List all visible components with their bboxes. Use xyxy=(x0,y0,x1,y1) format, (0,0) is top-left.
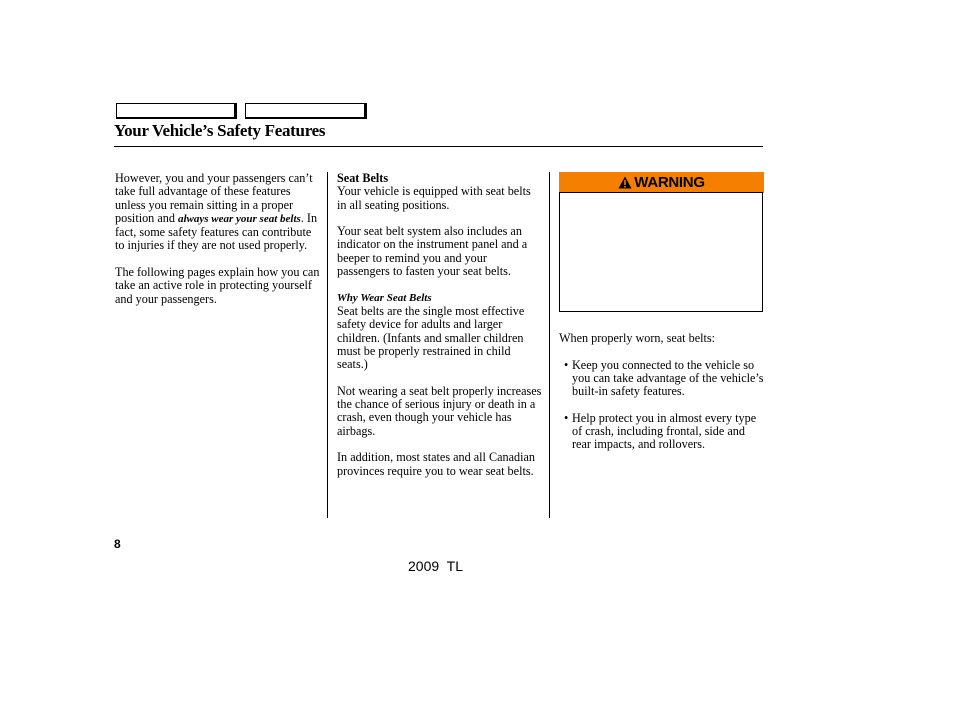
section-heading: Seat Belts xyxy=(337,171,389,185)
page-number: 8 xyxy=(114,537,121,551)
subsection-heading: Why Wear Seat Belts xyxy=(337,291,432,304)
warning-label: WARNING xyxy=(634,174,705,191)
col2-paragraph-5: In addition, most states and all Canadian provinces require you to wear seat belts. xyxy=(337,450,536,478)
title-rule xyxy=(114,146,763,147)
warning-header xyxy=(559,172,764,193)
warning-triangle-icon xyxy=(618,176,632,189)
col2-paragraph-2: Your seat belt system also includes an indicator on the instrument panel and a beeper to remind you and your passengers to fasten your seat belts. xyxy=(337,224,528,279)
column-1 xyxy=(115,172,320,319)
header-tab-2 xyxy=(245,103,367,119)
warning-box xyxy=(559,192,763,312)
col2-paragraph-4: Not wearing a seat belt properly increases the chance of serious injury or death in a crash, even though your vehicle has airbags. xyxy=(337,383,542,438)
col1-paragraph-2: The following pages explain how you can take an active role in protecting yourself and your passengers. xyxy=(115,265,320,306)
column-divider-1 xyxy=(327,172,328,518)
col2-paragraph-3: Seat belts are the single most effective safety device for adults and larger children. (Infants and smaller children must be properly restrained in child seats.) xyxy=(337,303,525,372)
col3-intro: When properly worn, seat belts: xyxy=(559,331,716,345)
col2-paragraph-1: Your vehicle is equipped with seat belts in all seating positions. xyxy=(337,184,531,212)
header-tab-1 xyxy=(116,103,237,119)
list-item: • Help protect you in almost every type of crash, including frontal, side and rear impacts, and rollovers. xyxy=(564,410,757,452)
emphasis-text: always wear your seat belts xyxy=(177,212,301,225)
list-item: • Keep you connected to the vehicle so you can take advantage of the vehicle’s built-in safety features. xyxy=(564,357,764,399)
page-title: Your Vehicle’s Safety Features xyxy=(114,121,326,140)
column-divider-2 xyxy=(549,172,550,518)
column-2 xyxy=(337,172,542,491)
footer-model: 2009 TL xyxy=(408,558,464,574)
column-3 xyxy=(559,332,764,465)
col1-paragraph-1: However, you and your passengers can’t take full advantage of these features unless you remain sitting in a proper position and always wear your seat belts. In fact, some safety features can contribute to injuries if they are not used properly. xyxy=(115,171,318,253)
